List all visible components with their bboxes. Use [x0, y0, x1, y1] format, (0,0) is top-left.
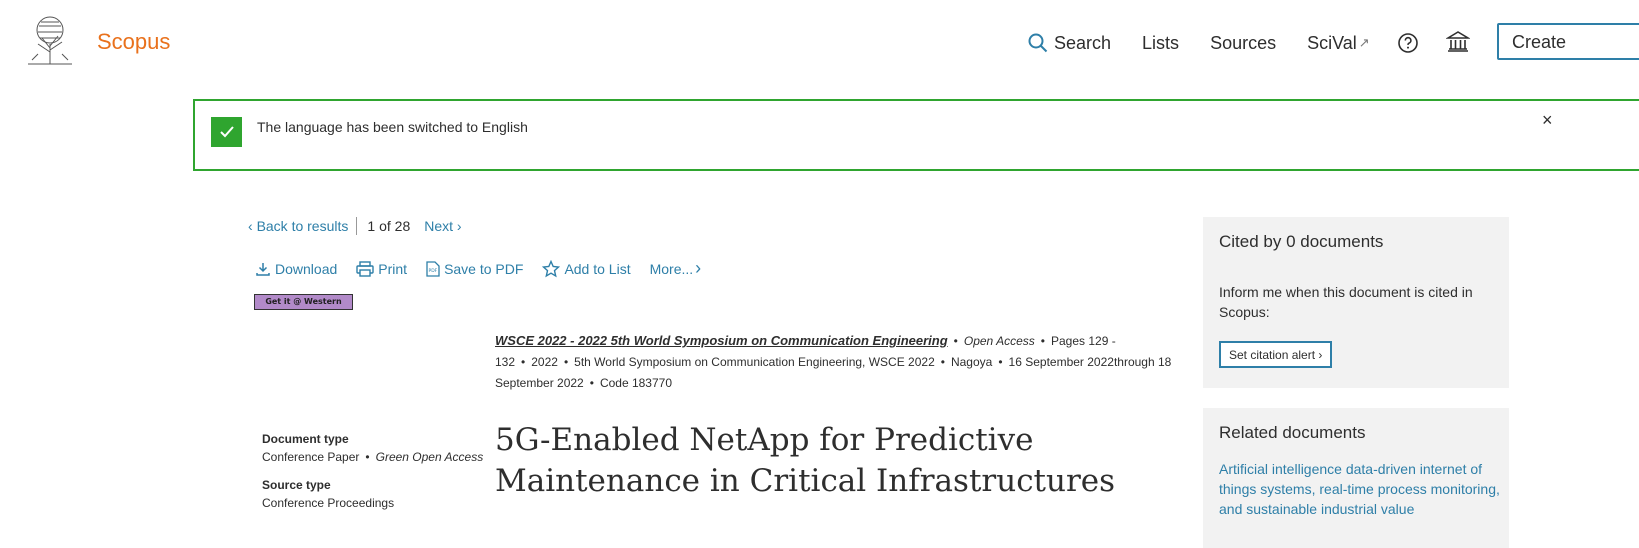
access-type: Green Open Access: [375, 450, 484, 464]
source-type-value: Conference Proceedings: [262, 496, 395, 510]
nav-scival[interactable]: [1307, 33, 1370, 54]
nav-sources-label: Sources: [1210, 32, 1277, 53]
scopus-brand[interactable]: Scopus: [97, 29, 171, 54]
document-title: 5G-Enabled NetApp for Predictive Maintenance in Critical Infrastructures: [495, 422, 1116, 499]
chevron-right-icon: ›: [1315, 348, 1323, 362]
bullet: •: [940, 355, 945, 369]
document-type-label: Document type: [262, 432, 349, 446]
save-pdf-label: Save to PDF: [444, 260, 524, 277]
nav-scival-label: SciVal: [1307, 32, 1357, 53]
source-type-label: Source type: [262, 478, 331, 492]
pages: Pages 129 - 132: [495, 334, 1116, 369]
nav-sources[interactable]: [1210, 33, 1276, 54]
set-citation-alert-button[interactable]: [1219, 341, 1332, 368]
bullet: •: [365, 450, 370, 464]
related-documents-panel: [1203, 408, 1509, 548]
close-icon[interactable]: ×: [1542, 110, 1553, 130]
cited-by-panel: [1203, 217, 1509, 388]
results-navigation: [248, 217, 462, 235]
of-label: of: [379, 218, 391, 234]
result-position: [367, 218, 410, 234]
external-link-icon: ↗: [1358, 35, 1370, 50]
chevron-left-icon: ‹: [248, 218, 257, 234]
year: 2022: [531, 355, 558, 369]
get-it-at-western-button[interactable]: Get it @ Western: [254, 294, 353, 310]
create-account-button[interactable]: Create: [1497, 23, 1639, 60]
cited-by-title: Cited by 0 documents: [1219, 232, 1384, 251]
more-button[interactable]: [650, 258, 702, 279]
star-icon: [542, 260, 560, 278]
bullet: •: [953, 334, 958, 348]
open-access-label: Open Access: [963, 334, 1035, 348]
document-actions: [255, 258, 720, 279]
back-to-results-label: Back to results: [256, 218, 349, 234]
institution-icon[interactable]: [1446, 30, 1470, 59]
document-meta: [262, 432, 483, 524]
back-to-results-link[interactable]: [248, 218, 348, 234]
svg-text:PDF: PDF: [428, 268, 438, 274]
next-label: Next: [424, 218, 454, 234]
add-to-list-label: Add to List: [564, 260, 631, 277]
source-title-link[interactable]: WSCE 2022 - 2022 5th World Symposium on Communication Engineering: [495, 333, 948, 348]
conference-location: Nagoya: [950, 355, 993, 369]
chevron-right-icon: ›: [453, 218, 462, 234]
bullet: •: [521, 355, 526, 369]
add-to-list-button[interactable]: [542, 260, 630, 278]
related-document-link[interactable]: Artificial intelligence data-driven internet of things systems, real-time process monitoring, and sustainable industrial value: [1219, 461, 1500, 517]
related-documents-title: Related documents: [1219, 423, 1366, 442]
download-label: Download: [275, 260, 338, 277]
bullet: •: [563, 355, 569, 369]
elsevier-logo[interactable]: [24, 14, 76, 66]
document-type-value: [262, 450, 483, 464]
more-label: More...: [649, 260, 694, 277]
save-pdf-button[interactable]: [426, 261, 523, 277]
download-icon: [255, 261, 271, 277]
nav-lists[interactable]: [1142, 33, 1179, 54]
search-icon: [1028, 33, 1048, 53]
top-nav: [1028, 30, 1401, 56]
bullet: •: [589, 376, 594, 390]
set-citation-alert-label: Set citation alert: [1229, 348, 1316, 362]
conference-name: 5th World Symposium on Communication Engineering, WSCE 2022: [574, 355, 935, 369]
download-button[interactable]: [255, 261, 337, 277]
language-alert: [193, 99, 1639, 171]
next-link[interactable]: [424, 218, 461, 234]
bullet: •: [998, 355, 1003, 369]
bullet: •: [1040, 334, 1045, 348]
nav-search-label: Search: [1054, 32, 1112, 53]
conference-dates: 16 September 2022through 18 September 2022: [495, 355, 1172, 390]
help-icon[interactable]: [1397, 32, 1419, 59]
print-icon: [356, 261, 374, 277]
current-index: 1: [367, 218, 376, 234]
conference-code: Code 183770: [599, 376, 673, 390]
cited-by-text: Inform me when this document is cited in Scopus:: [1219, 284, 1473, 320]
divider: [356, 217, 357, 235]
print-button[interactable]: [356, 261, 407, 277]
check-icon: [211, 117, 242, 147]
source-info: [495, 330, 1180, 394]
pdf-icon: [426, 261, 440, 277]
doc-type: Conference Paper: [262, 450, 360, 464]
print-label: Print: [378, 260, 408, 277]
nav-search[interactable]: [1028, 33, 1111, 54]
nav-lists-label: Lists: [1142, 32, 1180, 53]
alert-message: The language has been switched to English: [257, 119, 528, 135]
total-results: 28: [394, 218, 411, 234]
chevron-right-icon: ›: [695, 258, 702, 278]
